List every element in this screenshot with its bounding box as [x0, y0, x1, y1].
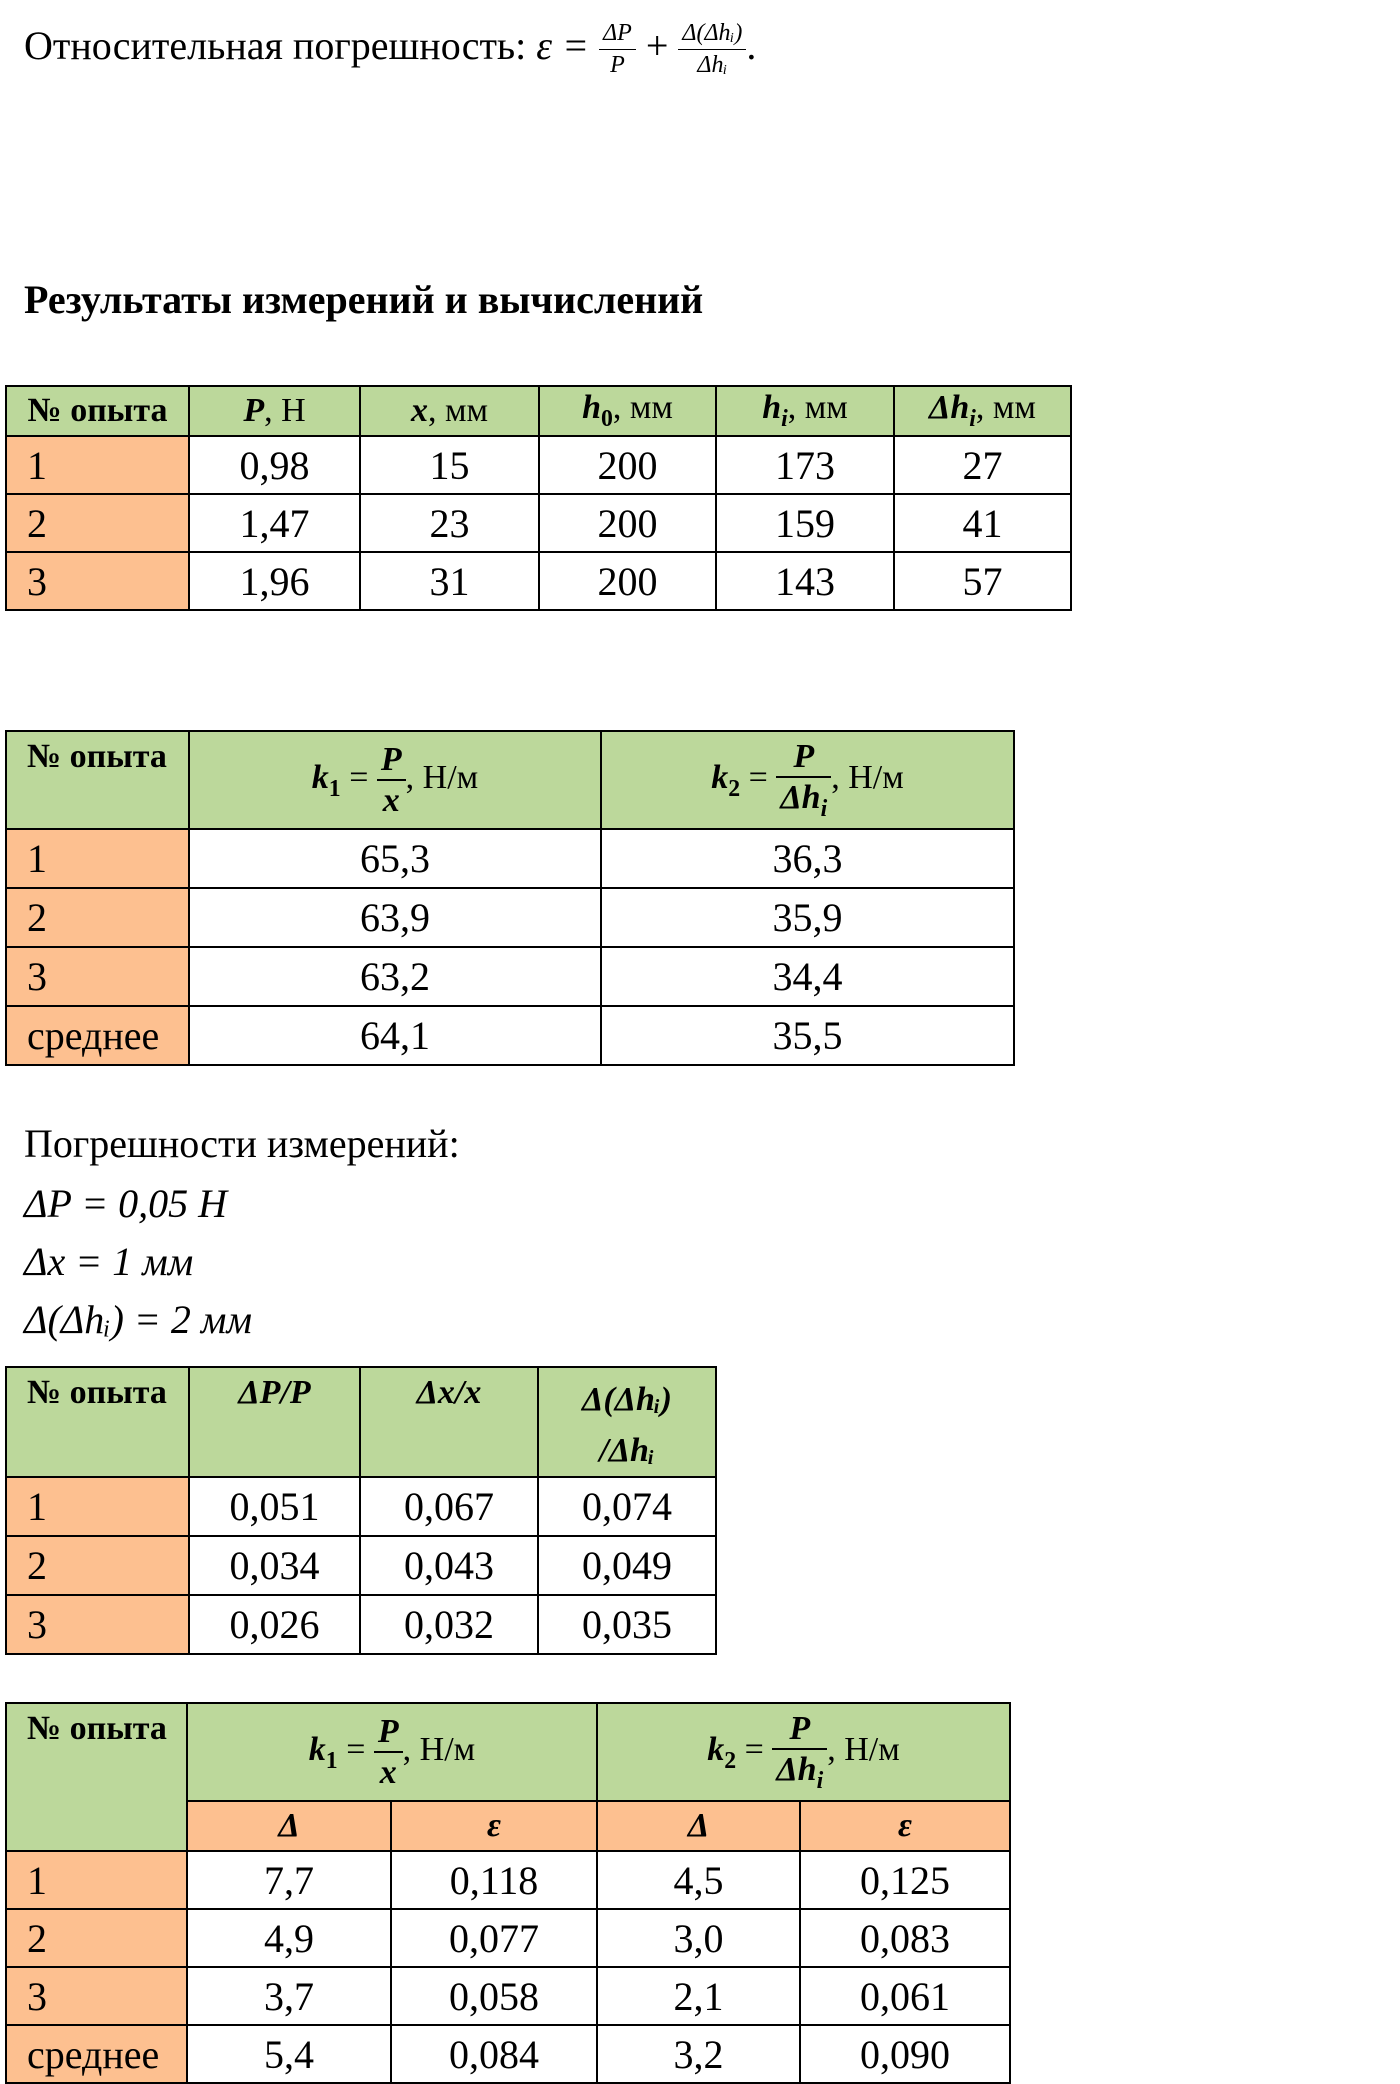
- header-hi: $h_i$, мм: [716, 386, 894, 436]
- cell: 200: [539, 552, 716, 610]
- header-experiment-no: № опыта: [6, 731, 189, 829]
- cell: 63,2: [189, 947, 601, 1006]
- cell: 2,1: [597, 1967, 800, 2025]
- cell: 0,049: [538, 1536, 716, 1595]
- formula-lhs: ε =: [536, 22, 590, 68]
- table-row: [6, 2025, 1010, 2083]
- table-row: [6, 1477, 716, 1536]
- header-k1: $k_1$ = P x , Н/м: [187, 1703, 597, 1801]
- table-row: [6, 888, 1014, 947]
- table-row: [6, 552, 1071, 610]
- cell: 4,5: [597, 1851, 800, 1909]
- cell: 27: [894, 436, 1071, 494]
- header-experiment-no: № опыта: [6, 386, 189, 436]
- table-row: [6, 1006, 1014, 1065]
- row-index: 3: [6, 1967, 187, 2025]
- cell: 7,7: [187, 1851, 391, 1909]
- header-x: x, мм: [360, 386, 539, 436]
- relative-errors-table: [5, 1366, 717, 1655]
- row-index: 2: [6, 494, 189, 552]
- cell: 63,9: [189, 888, 601, 947]
- fraction-1-numerator: ΔP: [603, 20, 632, 46]
- formula-end: .: [746, 22, 757, 68]
- cell: 57: [894, 552, 1071, 610]
- cell: 173: [716, 436, 894, 494]
- header-k1: $k_1$ = P x , Н/м: [189, 731, 601, 829]
- cell: 0,061: [800, 1967, 1010, 2025]
- cell: 0,083: [800, 1909, 1010, 1967]
- cell: 31: [360, 552, 539, 610]
- row-index: 3: [6, 1595, 189, 1654]
- cell: 23: [360, 494, 539, 552]
- cell: 0,051: [189, 1477, 360, 1536]
- header-k2: $k_2$ = P $\Delta h_i$ , Н/м: [601, 731, 1014, 829]
- cell: 0,067: [360, 1477, 538, 1536]
- header-experiment-no: № опыта: [6, 1703, 187, 1851]
- table-header-row: [6, 1703, 1010, 1801]
- cell: 0,043: [360, 1536, 538, 1595]
- cell: 35,5: [601, 1006, 1014, 1065]
- header-delta-hi: $\Delta h_i$, мм: [894, 386, 1071, 436]
- error-dx: Δx = 1 мм: [24, 1239, 194, 1284]
- table-row: [6, 1595, 716, 1654]
- table-row: [6, 1851, 1010, 1909]
- cell: 159: [716, 494, 894, 552]
- cell: 5,4: [187, 2025, 391, 2083]
- formula-label: Относительная погрешность:: [24, 22, 527, 68]
- formula-plus: +: [645, 22, 669, 68]
- cell: 0,026: [189, 1595, 360, 1654]
- cell: 0,125: [800, 1851, 1010, 1909]
- row-index: 2: [6, 1536, 189, 1595]
- cell: 0,032: [360, 1595, 538, 1654]
- fraction-1-denominator: P: [599, 49, 636, 81]
- row-index: 2: [6, 1909, 187, 1967]
- cell: 0,058: [391, 1967, 597, 2025]
- table-row: [6, 1536, 716, 1595]
- header-h0: $h_0$, мм: [539, 386, 716, 436]
- formula-fraction-1: [599, 18, 636, 81]
- header-k2: $k_2$ = P $\Delta h_i$ , Н/м: [597, 1703, 1010, 1801]
- table-row: [6, 436, 1071, 494]
- relative-error-formula: [24, 18, 756, 81]
- fraction-2-denominator: Δhᵢ: [678, 49, 746, 81]
- table-row: [6, 1909, 1010, 1967]
- row-index: 1: [6, 1477, 189, 1536]
- subheader-k1-delta: Δ: [187, 1801, 391, 1851]
- row-index: среднее: [6, 1006, 189, 1065]
- header-dP-over-P: ΔP/P: [189, 1367, 360, 1477]
- table-header-row: [6, 386, 1071, 436]
- errors-label: Погрешности измерений:: [24, 1121, 460, 1166]
- table-header-row: [6, 1367, 716, 1477]
- cell: 3,7: [187, 1967, 391, 2025]
- cell: 0,074: [538, 1477, 716, 1536]
- row-index: 2: [6, 888, 189, 947]
- row-index: 1: [6, 1851, 187, 1909]
- table-header-row: [6, 731, 1014, 829]
- header-P: P, Н: [189, 386, 360, 436]
- cell: 0,035: [538, 1595, 716, 1654]
- cell: 143: [716, 552, 894, 610]
- cell: 0,118: [391, 1851, 597, 1909]
- error-dP: ΔP = 0,05 Н: [24, 1181, 228, 1226]
- error-dh: Δ(Δhᵢ) = 2 мм: [24, 1297, 252, 1342]
- cell: 1,96: [189, 552, 360, 610]
- subheader-k1-eps: ε: [391, 1801, 597, 1851]
- subheader-k2-eps: ε: [800, 1801, 1010, 1851]
- cell: 65,3: [189, 829, 601, 888]
- cell: 200: [539, 494, 716, 552]
- cell: 41: [894, 494, 1071, 552]
- row-index: 3: [6, 552, 189, 610]
- table-row: [6, 829, 1014, 888]
- cell: 200: [539, 436, 716, 494]
- fraction-2-numerator: Δ(Δhᵢ): [682, 20, 743, 46]
- row-index: среднее: [6, 2025, 187, 2083]
- cell: 0,98: [189, 436, 360, 494]
- cell: 0,077: [391, 1909, 597, 1967]
- cell: 64,1: [189, 1006, 601, 1065]
- cell: 15: [360, 436, 539, 494]
- table-row: [6, 947, 1014, 1006]
- cell: 34,4: [601, 947, 1014, 1006]
- cell: 3,2: [597, 2025, 800, 2083]
- table-row: [6, 494, 1071, 552]
- section-title: Результаты измерений и вычислений: [24, 277, 704, 322]
- cell: 35,9: [601, 888, 1014, 947]
- formula-fraction-2: [678, 18, 746, 81]
- table-row: [6, 1967, 1010, 2025]
- header-experiment-no: № опыта: [6, 1367, 189, 1477]
- cell: 0,084: [391, 2025, 597, 2083]
- row-index: 1: [6, 829, 189, 888]
- stiffness-table: [5, 730, 1015, 1066]
- subheader-k2-delta: Δ: [597, 1801, 800, 1851]
- cell: 3,0: [597, 1909, 800, 1967]
- header-dx-over-x: Δx/x: [360, 1367, 538, 1477]
- absolute-relative-errors-table: [5, 1702, 1011, 2084]
- cell: 36,3: [601, 829, 1014, 888]
- header-dh-over-h: Δ(Δhᵢ) /Δhᵢ: [538, 1367, 716, 1477]
- cell: 1,47: [189, 494, 360, 552]
- row-index: 3: [6, 947, 189, 1006]
- cell: 4,9: [187, 1909, 391, 1967]
- cell: 0,090: [800, 2025, 1010, 2083]
- row-index: 1: [6, 436, 189, 494]
- measurements-table: [5, 385, 1072, 611]
- cell: 0,034: [189, 1536, 360, 1595]
